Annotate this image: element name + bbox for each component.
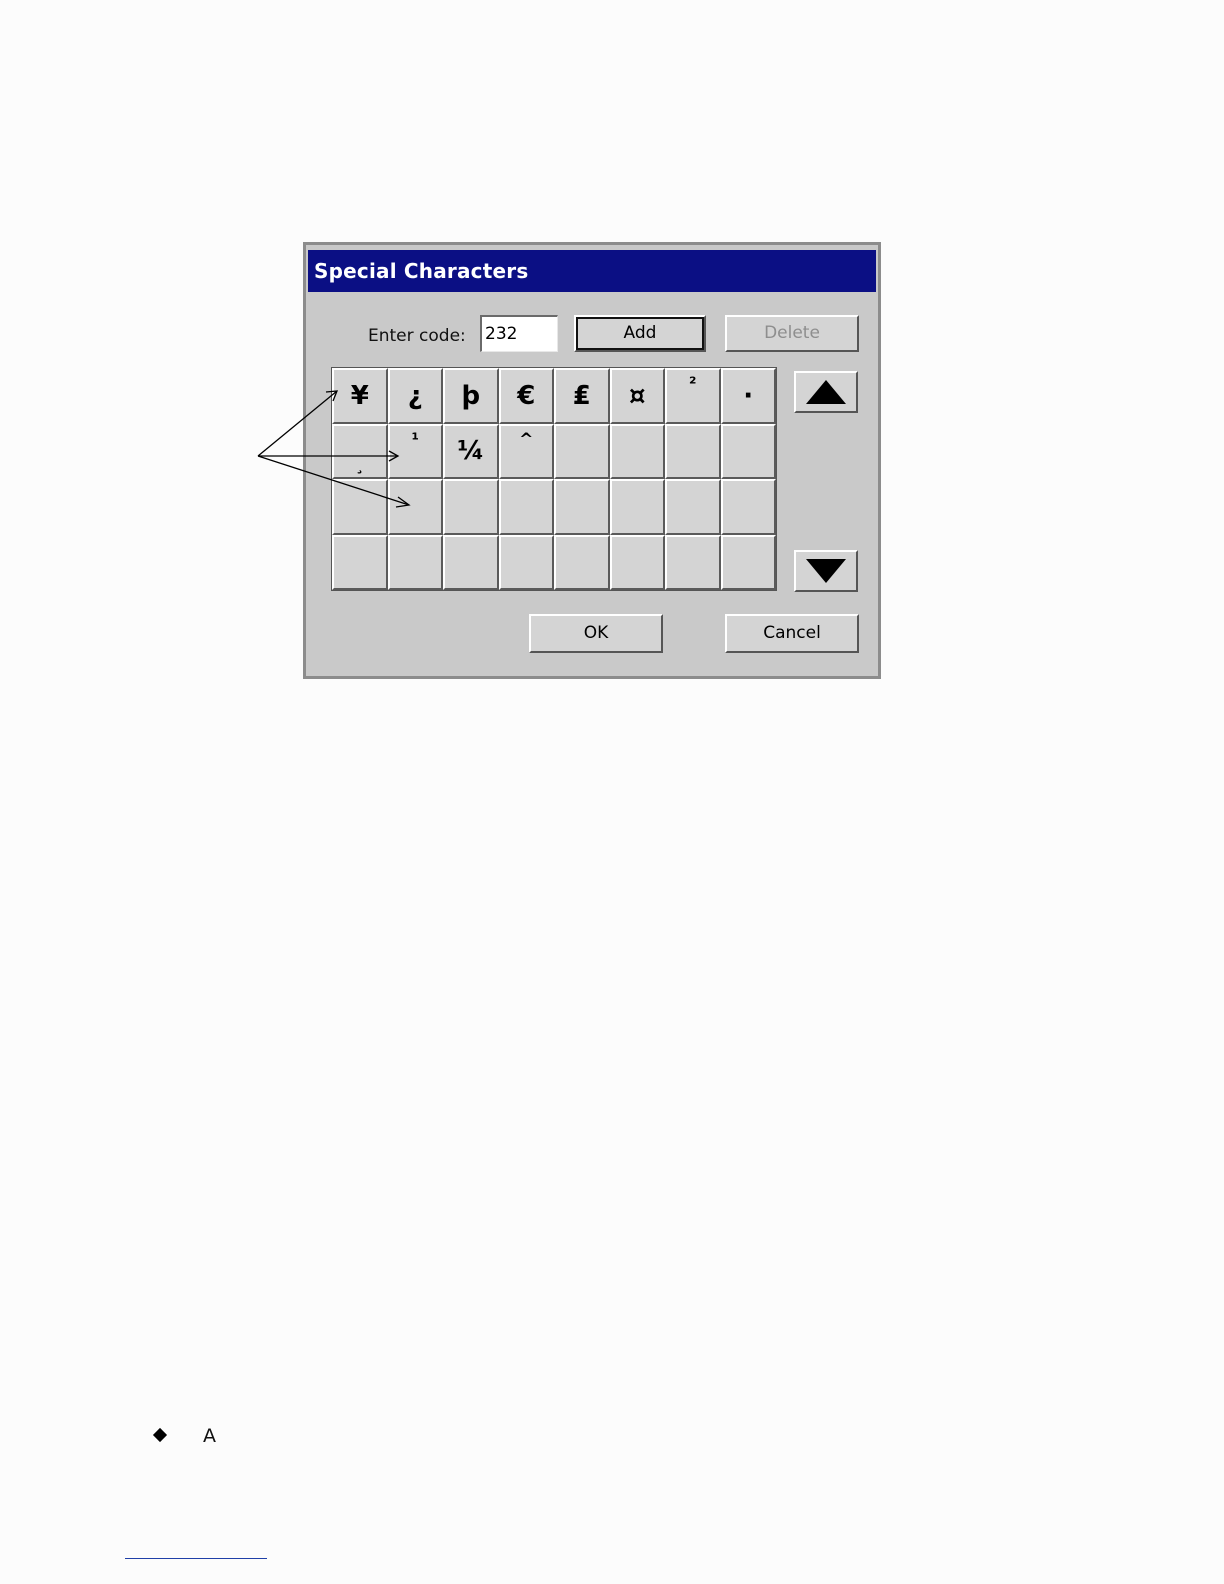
footnote-rule — [125, 1558, 267, 1559]
char-cell[interactable]: · — [721, 368, 777, 424]
triangle-up-icon — [804, 378, 848, 406]
char-cell[interactable]: þ — [443, 368, 499, 424]
delete-button[interactable]: Delete — [725, 315, 859, 352]
char-cell[interactable] — [554, 535, 610, 591]
special-character-grid — [331, 367, 777, 591]
char-cell[interactable]: ¹ — [388, 424, 444, 480]
char-cell[interactable] — [554, 424, 610, 480]
char-cell[interactable] — [721, 535, 777, 591]
diamond-bullet-icon — [153, 1428, 167, 1442]
char-cell[interactable]: ¼ — [443, 424, 499, 480]
dialog-title: Special Characters — [308, 250, 876, 292]
char-cell[interactable]: ¥ — [332, 368, 388, 424]
char-cell[interactable] — [721, 424, 777, 480]
scroll-down-button[interactable] — [794, 550, 858, 592]
char-cell[interactable]: ¤ — [610, 368, 666, 424]
bullet-item — [155, 1425, 216, 1447]
triangle-down-icon — [804, 557, 848, 585]
char-cell[interactable]: ² — [665, 368, 721, 424]
char-cell[interactable] — [499, 535, 555, 591]
char-cell[interactable]: ¿ — [388, 368, 444, 424]
bullet-text: A — [203, 1425, 216, 1447]
enter-code-input[interactable] — [480, 315, 558, 352]
char-cell[interactable] — [332, 535, 388, 591]
char-cell[interactable] — [443, 479, 499, 535]
char-cell[interactable]: ₤ — [554, 368, 610, 424]
special-characters-dialog — [303, 242, 881, 679]
char-cell[interactable]: ¸ — [332, 424, 388, 480]
char-cell[interactable] — [610, 424, 666, 480]
char-cell[interactable] — [665, 424, 721, 480]
char-cell[interactable] — [610, 535, 666, 591]
char-cell[interactable] — [499, 479, 555, 535]
char-cell[interactable] — [721, 479, 777, 535]
char-cell[interactable] — [388, 535, 444, 591]
char-cell[interactable] — [610, 479, 666, 535]
char-cell[interactable] — [665, 535, 721, 591]
char-cell[interactable]: € — [499, 368, 555, 424]
char-cell[interactable] — [332, 479, 388, 535]
cancel-button[interactable]: Cancel — [725, 614, 859, 653]
char-cell[interactable] — [388, 479, 444, 535]
char-cell[interactable] — [443, 535, 499, 591]
enter-code-label: Enter code: — [368, 326, 466, 346]
char-cell[interactable]: ^ — [499, 424, 555, 480]
ok-button[interactable]: OK — [529, 614, 663, 653]
add-button[interactable]: Add — [574, 315, 706, 352]
char-cell[interactable] — [665, 479, 721, 535]
scroll-up-button[interactable] — [794, 371, 858, 413]
char-cell[interactable] — [554, 479, 610, 535]
